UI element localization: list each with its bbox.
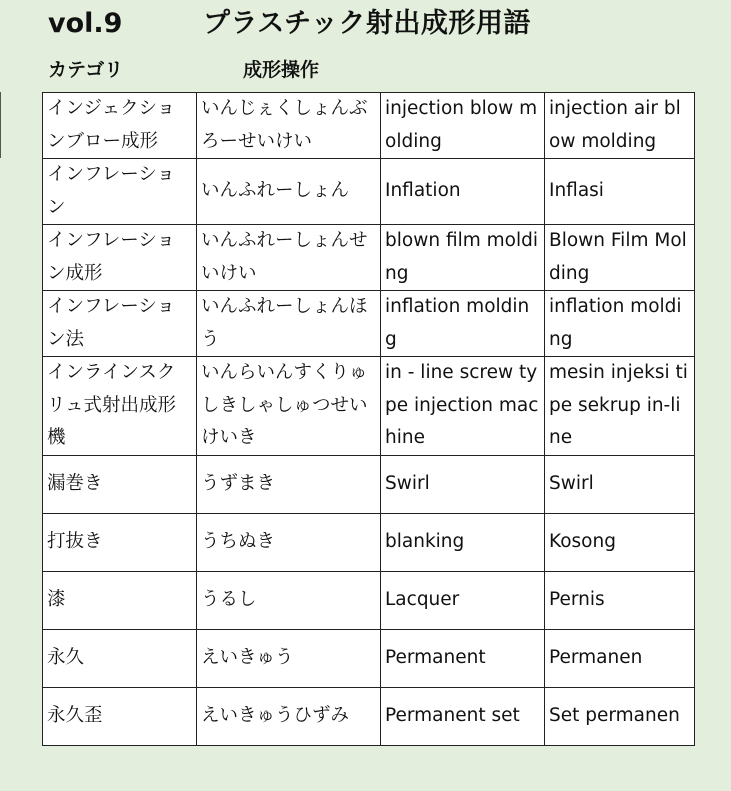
term-indonesian: Swirl (545, 456, 695, 514)
table-row (43, 456, 695, 514)
table-row (43, 159, 695, 225)
term-reading: いんらいんすくりゅしきしゃしゅつせいけいき (197, 357, 381, 456)
term-japanese: 漆 (43, 572, 197, 630)
term-japanese: 漏巻き (43, 456, 197, 514)
left-edge-divider (0, 92, 1, 158)
term-english: Permanent set (381, 688, 545, 746)
term-japanese: 打抜き (43, 514, 197, 572)
term-reading: いんじぇくしょんぶろーせいけい (197, 93, 381, 159)
category-value: 成形操作 (243, 59, 320, 81)
term-indonesian: Kosong (545, 514, 695, 572)
terms-table (42, 92, 695, 746)
term-reading: うちぬき (197, 514, 381, 572)
table-row (43, 357, 695, 456)
table-row (43, 514, 695, 572)
term-english: Inflation (381, 159, 545, 225)
term-japanese: 永久歪 (43, 688, 197, 746)
term-reading: うずまき (197, 456, 381, 514)
term-indonesian: inflation molding (545, 291, 695, 357)
term-reading: いんふれーしょんほう (197, 291, 381, 357)
term-reading: いんふれーしょんせいけい (197, 225, 381, 291)
table-row (43, 291, 695, 357)
term-japanese: インラインスクリュ式射出成形機 (43, 357, 197, 456)
term-reading: えいきゅうひずみ (197, 688, 381, 746)
term-english: blown film molding (381, 225, 545, 291)
term-english: Permanent (381, 630, 545, 688)
table-row (43, 225, 695, 291)
term-indonesian: Pernis (545, 572, 695, 630)
term-english: injection blow molding (381, 93, 545, 159)
term-japanese: 永久 (43, 630, 197, 688)
term-indonesian: injection air blow molding (545, 93, 695, 159)
term-reading: うるし (197, 572, 381, 630)
term-japanese: インジェクションブロー成形 (43, 93, 197, 159)
category-label: カテゴリ (48, 59, 124, 81)
term-reading: いんふれーしょん (197, 159, 381, 225)
term-indonesian: Set permanen (545, 688, 695, 746)
term-indonesian: Permanen (545, 630, 695, 688)
term-japanese: インフレーション (43, 159, 197, 225)
term-japanese: インフレーション法 (43, 291, 197, 357)
table-row (43, 572, 695, 630)
volume-label: vol.9 (48, 8, 123, 39)
term-english: in - line screw type injection machine (381, 357, 545, 456)
term-reading: えいきゅう (197, 630, 381, 688)
table-row (43, 688, 695, 746)
term-english: Swirl (381, 456, 545, 514)
table-row (43, 93, 695, 159)
term-english: Lacquer (381, 572, 545, 630)
term-indonesian: Blown Film Molding (545, 225, 695, 291)
table-row (43, 630, 695, 688)
term-english: blanking (381, 514, 545, 572)
page-title: プラスチック射出成形用語 (203, 8, 531, 39)
term-english: inflation molding (381, 291, 545, 357)
term-indonesian: Inflasi (545, 159, 695, 225)
term-indonesian: mesin injeksi tipe sekrup in-line (545, 357, 695, 456)
term-japanese: インフレーション成形 (43, 225, 197, 291)
